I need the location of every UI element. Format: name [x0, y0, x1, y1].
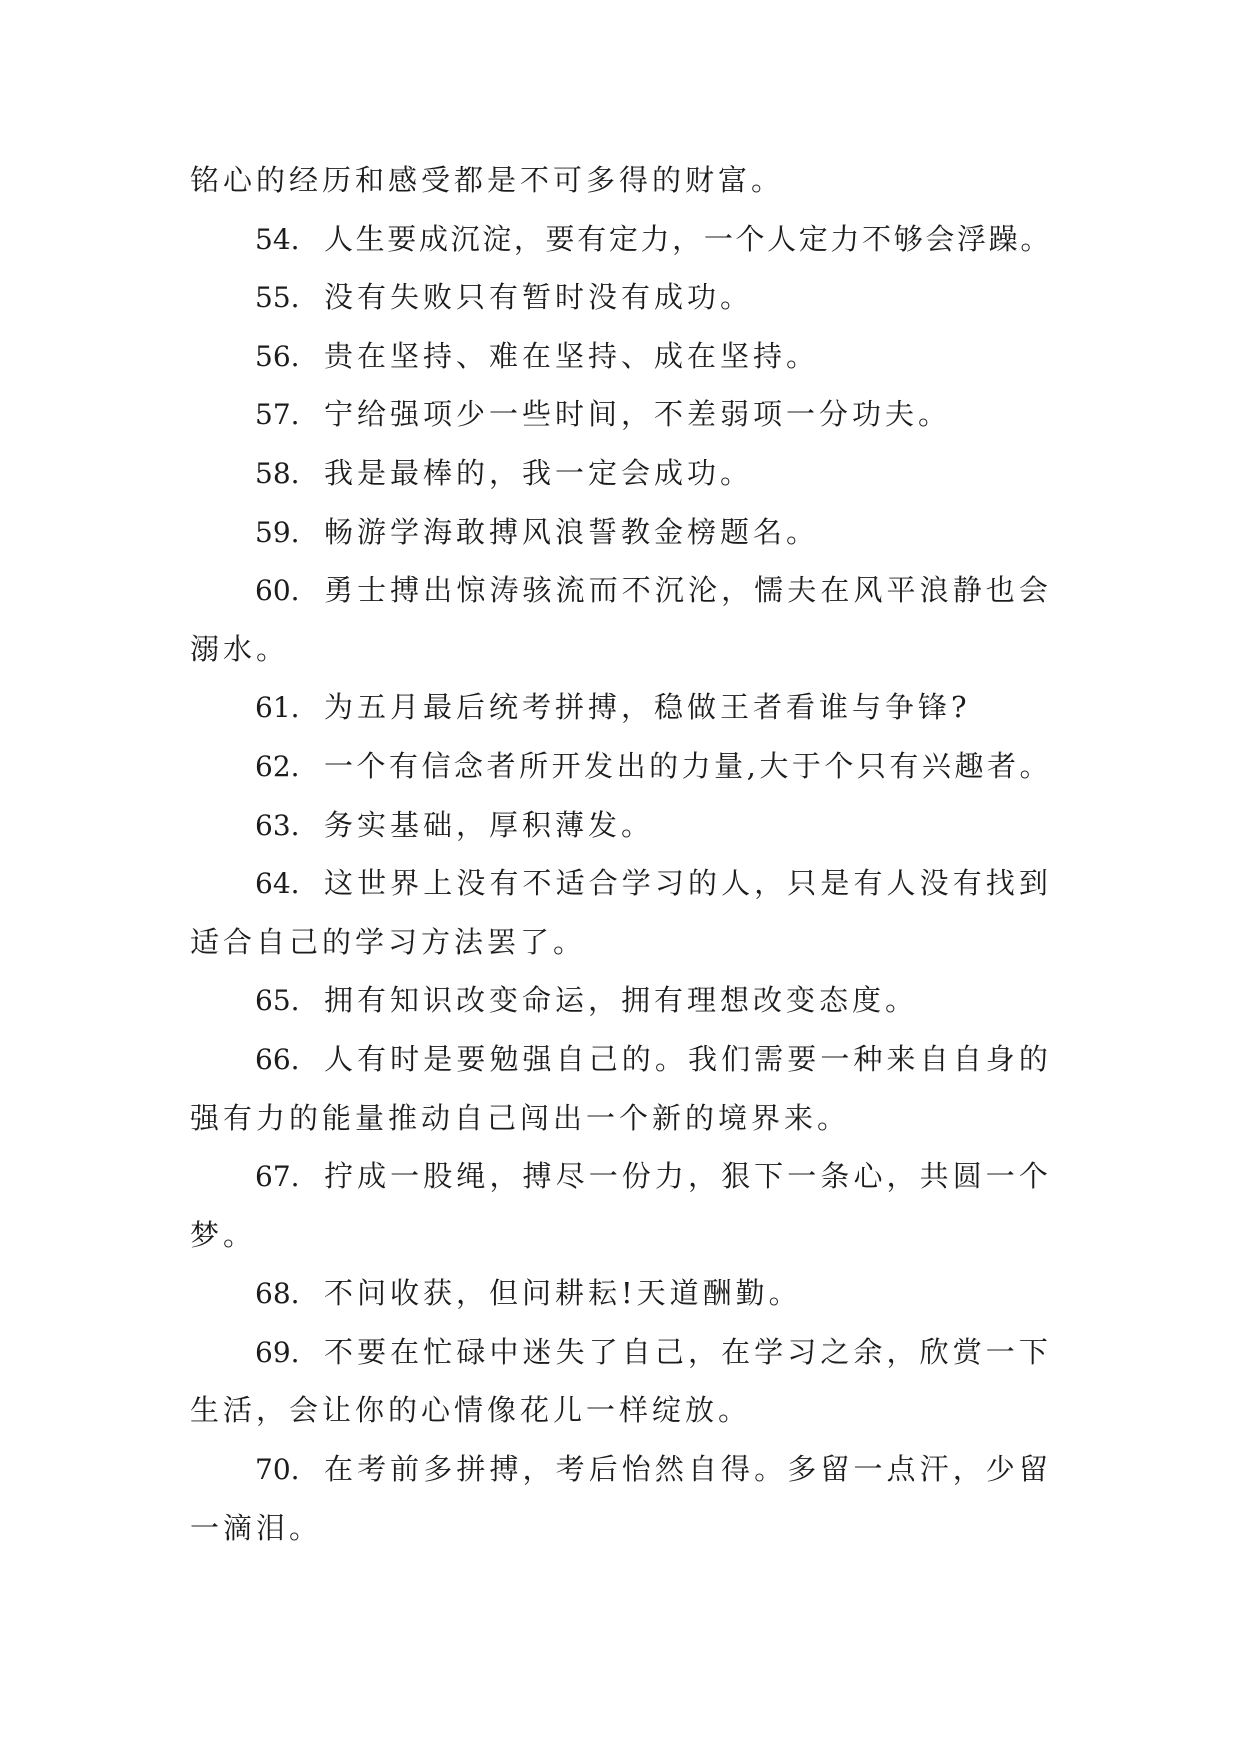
item-text: 溺水。 [190, 631, 290, 666]
list-item-70 [190, 1440, 1052, 1499]
item-text: 勇士搏出惊涛骇流而不沉沦，懦夫在风平浪静也会 [324, 573, 1052, 608]
item-number: 63. [255, 808, 300, 842]
item-text: 这世界上没有不适合学习的人，只是有人没有找到 [324, 866, 1052, 901]
document-body [190, 151, 1052, 1557]
item-number: 68. [255, 1277, 300, 1311]
item-text: 我是最棒的，我一定会成功。 [324, 455, 754, 490]
item-text: 梦。 [190, 1217, 257, 1252]
item-number: 56. [255, 339, 300, 373]
item-text: 拧成一股绳，搏尽一份力，狠下一条心，共圆一个 [324, 1159, 1052, 1194]
list-item-66 [190, 1030, 1052, 1089]
list-item-65 [190, 971, 1052, 1030]
list-item-59 [190, 503, 1052, 562]
list-item-61 [190, 678, 1052, 737]
item-text: 为五月最后统考拼搏，稳做王者看谁与争锋? [324, 690, 971, 725]
list-item-69-continuation [190, 1381, 1052, 1440]
list-item-70-continuation [190, 1499, 1052, 1558]
list-item-64-continuation [190, 913, 1052, 972]
item-text: 贵在坚持、难在坚持、成在坚持。 [324, 338, 820, 373]
list-item-60-continuation [190, 620, 1052, 679]
item-text: 适合自己的学习方法罢了。 [190, 924, 587, 959]
item-text: 强有力的能量推动自己闯出一个新的境界来。 [190, 1100, 851, 1135]
item-text: 生活，会让你的心情像花儿一样绽放。 [190, 1393, 752, 1428]
item-number: 60. [255, 574, 300, 608]
list-item-60 [190, 561, 1052, 620]
list-item-69 [190, 1323, 1052, 1382]
list-item-68 [190, 1264, 1052, 1323]
item-number: 57. [255, 398, 300, 432]
item-number: 67. [255, 1160, 300, 1194]
list-item-64 [190, 854, 1052, 913]
item-text: 拥有知识改变命运，拥有理想改变态度。 [324, 983, 919, 1018]
item-number: 69. [255, 1335, 300, 1369]
item-number: 58. [255, 456, 300, 490]
item-number: 65. [255, 984, 300, 1018]
list-item-57 [190, 385, 1052, 444]
item-number: 55. [255, 281, 300, 315]
item-text: 宁给强项少一些时间，不差弱项一分功夫。 [324, 397, 952, 432]
item-number: 64. [255, 867, 300, 901]
list-item-66-continuation [190, 1089, 1052, 1148]
item-number: 54. [255, 222, 300, 256]
item-number: 70. [255, 1453, 300, 1487]
item-text: 一个有信念者所开发出的力量,大于个只有兴趣者。 [324, 748, 1052, 783]
list-item-63 [190, 796, 1052, 855]
item-number: 66. [255, 1042, 300, 1076]
item-text: 不问收获，但问耕耘!天道酬勤。 [324, 1276, 802, 1311]
item-number: 62. [255, 749, 300, 783]
continuation-line [190, 151, 1052, 210]
item-text: 人生要成沉淀，要有定力，一个人定力不够会浮躁。 [324, 221, 1052, 256]
item-number: 59. [255, 515, 300, 549]
list-item-62 [190, 737, 1052, 796]
item-number: 61. [255, 691, 300, 725]
item-text: 一滴泪。 [190, 1510, 323, 1545]
item-text: 畅游学海敢搏风浪誓教金榜题名。 [324, 514, 820, 549]
item-text: 在考前多拼搏，考后怡然自得。多留一点汗，少留 [324, 1452, 1052, 1487]
item-text: 务实基础，厚积薄发。 [324, 807, 655, 842]
list-item-54 [190, 210, 1052, 269]
list-item-67-continuation [190, 1206, 1052, 1265]
list-item-55 [190, 268, 1052, 327]
list-item-67 [190, 1147, 1052, 1206]
item-text: 不要在忙碌中迷失了自己，在学习之余，欣赏一下 [324, 1334, 1052, 1369]
list-item-58 [190, 444, 1052, 503]
list-item-56 [190, 327, 1052, 386]
item-text: 人有时是要勉强自己的。我们需要一种来自自身的 [324, 1041, 1052, 1076]
item-text: 没有失败只有暂时没有成功。 [324, 280, 754, 315]
continuation-text: 铭心的经历和感受都是不可多得的财富。 [190, 163, 785, 197]
